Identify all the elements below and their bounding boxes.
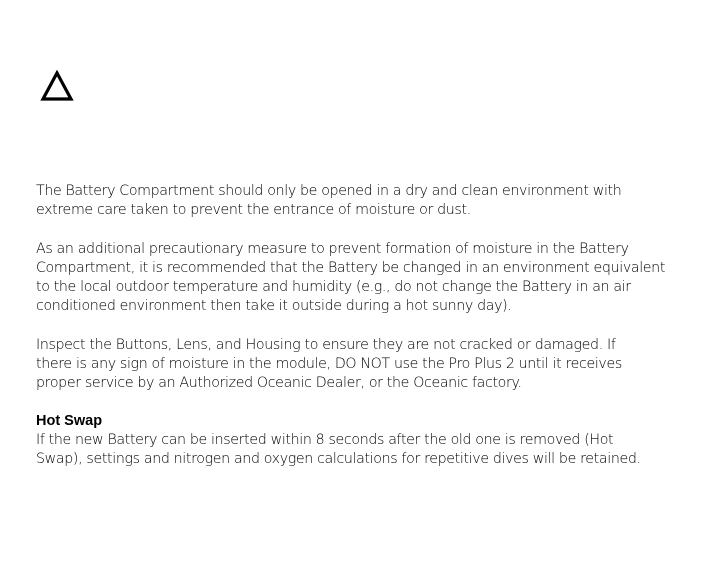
hot-swap-heading: Hot Swap — [36, 412, 103, 429]
document-body — [36, 182, 686, 469]
warning-triangle-icon — [40, 70, 74, 102]
inspection-paragraph: Inspect the Buttons, Lens, and Housing to ensure they are not cracked or damaged. If there is any sign of moisture in the module, DO NOT use the Pro Plus 2 until it receives proper service by an Authorized Oceanic Dealer, or the Oceanic factory. — [36, 336, 622, 392]
moisture-precaution-paragraph: As an additional precautionary measure to prevent formation of moisture in the Battery Compartment, it is recommended that the Battery be changed in an environment equivalent to the local outdoor temperature and humidity (e.g., do not change the Battery in an air conditioned environment then take it outside during a hot sunny day). — [36, 240, 666, 315]
hot-swap-paragraph: If the new Battery can be inserted within 8 seconds after the old one is removed (Hot Swap), settings and nitrogen and oxygen calculations for repetitive dives will be retained. — [36, 431, 641, 467]
battery-compartment-paragraph: The Battery Compartment should only be opened in a dry and clean environment with extreme care taken to prevent the entrance of moisture or dust. — [36, 183, 622, 219]
